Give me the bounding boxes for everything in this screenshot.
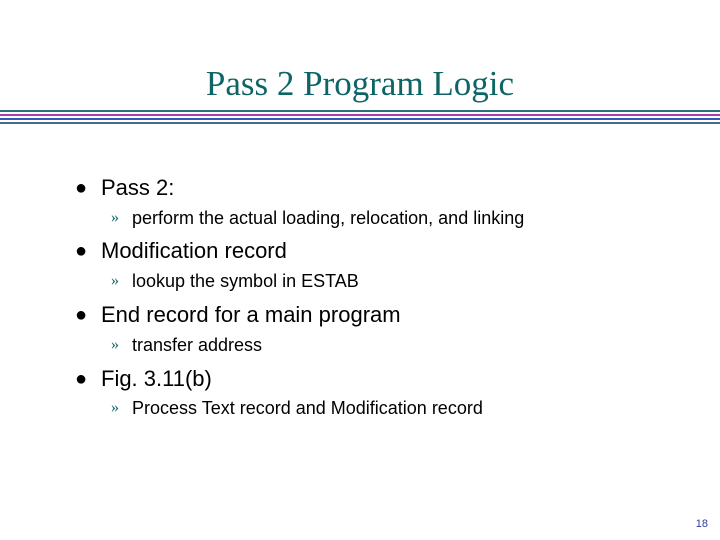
bullet-text: End record for a main program	[101, 302, 401, 327]
bullet-icon: ●	[75, 368, 88, 390]
page-number: 18	[695, 518, 708, 530]
title-underline-rule	[0, 110, 720, 112]
title-underline-rule	[0, 122, 720, 124]
sub-bullet-text: transfer address	[132, 335, 263, 355]
sub-bullet-text: Process Text record and Modification record	[132, 398, 483, 418]
title-underline-rule	[0, 114, 720, 116]
bullet-icon: ●	[75, 177, 88, 199]
title-underline-rule	[0, 118, 720, 120]
sub-bullet-marker: »	[111, 209, 119, 226]
bullet-text: Fig. 3.11(b)	[101, 366, 212, 391]
sub-bullet-marker: »	[111, 336, 119, 353]
slide-title: Pass 2 Program Logic	[205, 64, 515, 103]
sub-bullet-text: perform the actual loading, relocation, and linking	[132, 208, 525, 228]
sub-bullet-text: lookup the symbol in ESTAB	[132, 271, 359, 291]
bullet-text: Pass 2:	[101, 175, 175, 200]
sub-bullet-marker: »	[111, 272, 119, 289]
bullet-icon: ●	[75, 304, 88, 326]
bullet-icon: ●	[75, 240, 88, 262]
sub-bullet-marker: »	[111, 399, 119, 416]
bullet-text: Modification record	[101, 238, 287, 263]
